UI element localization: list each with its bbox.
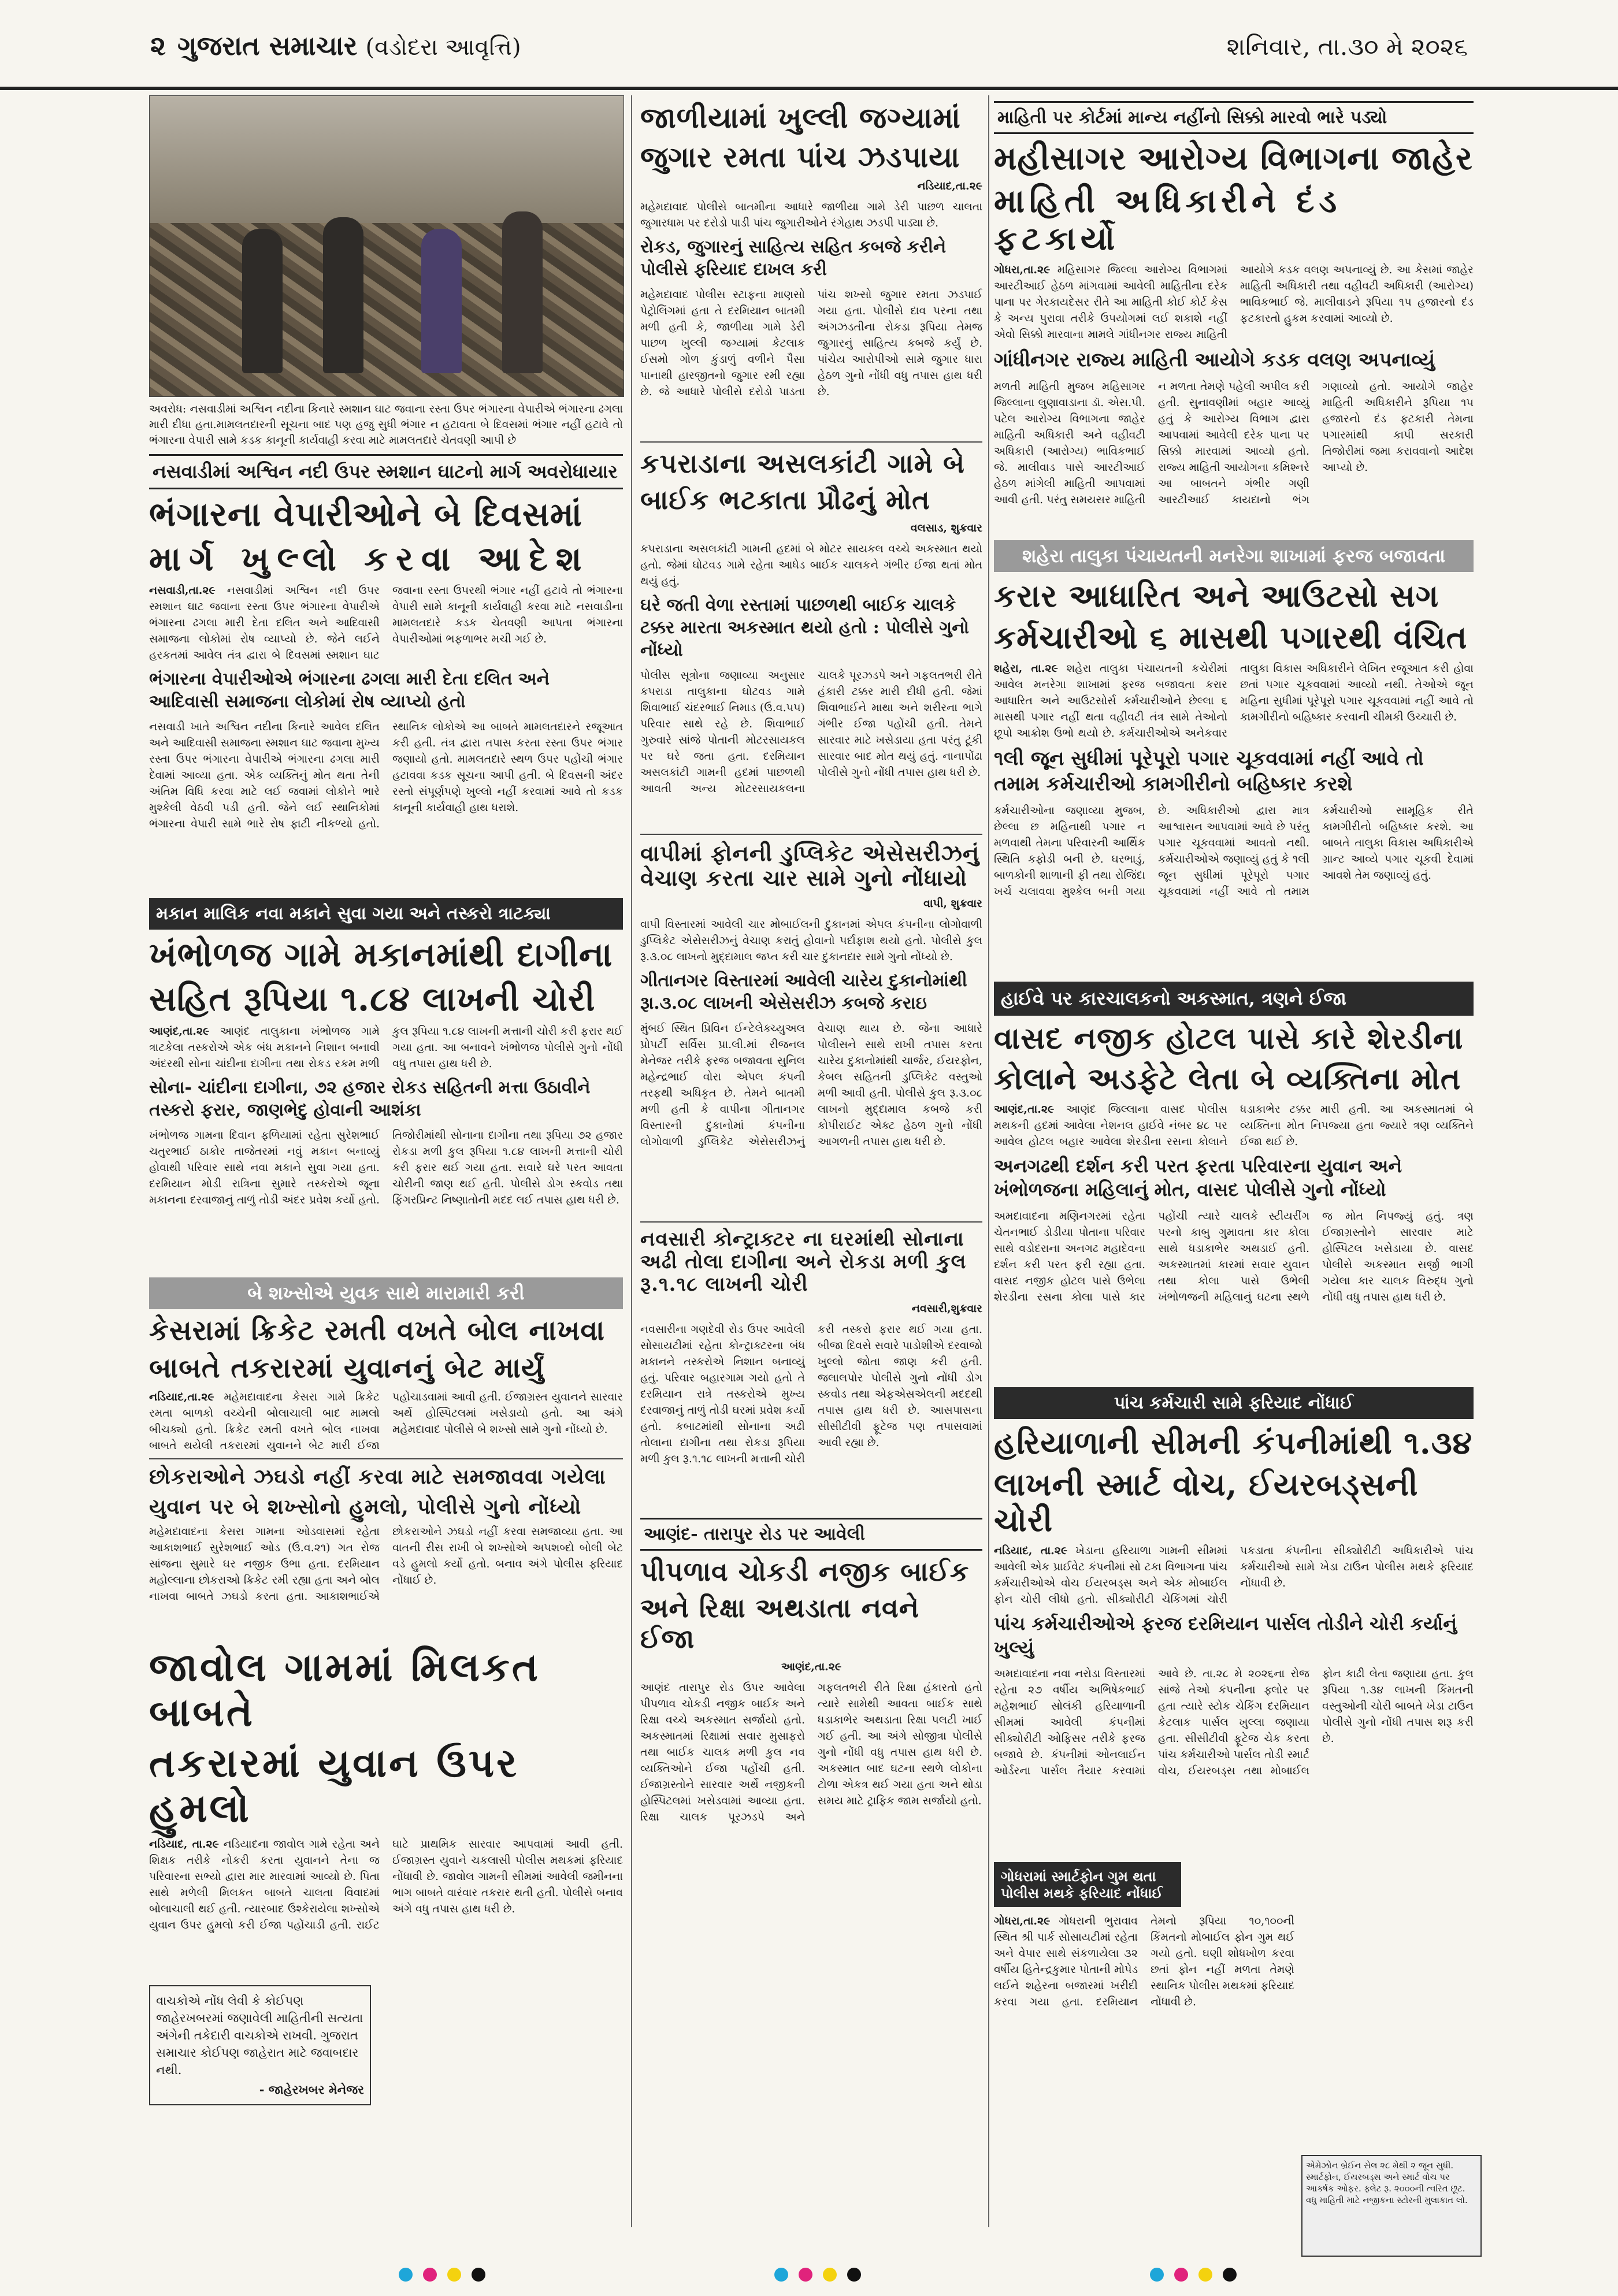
dateline: આણંદ,તા.૨૯ — [149, 1024, 210, 1038]
article-lead: મહેમદાવાદ પોલીસે બાતમીના આધારે જાળીયા ગામે ડેરી પાછળ ચાલતા જુગારધામ પર દરોડો પાડી પાંચ જુગારીઓને રંગેહાથ ઝડપી પાડ્યા છે. — [640, 200, 982, 229]
article-headline: કર્મચારીઓ ૬ માસથી પગારથી વંચિત — [994, 619, 1468, 656]
dateline: નસવાડી,તા.૨૯ — [149, 584, 216, 597]
article-body — [994, 1101, 1474, 1150]
dateline: ગોધરા,તા.૨૯ — [994, 1915, 1051, 1928]
article-text: નસવાડીમાં અશ્વિન નદી ઉપર સ્મશાન ઘાટ જવાના રસ્તા ઉપર ભંગારના વેપારીએ ભંગારના ઢગલા મારી દેતા દલિત અને આદિવાસી સમાજના લોકોમાં રોષ વ્યાપ્યો છે. જેને લઈને હરકતમાં આવેલ તંત્ર દ્વારા બે દિવસમાં સ્મશાન ઘાટ જવાના રસ્તા ઉપરથી ભંગાર નહીં હટાવે તો ભંગારના વેપારી સામે કાનૂની કાર્યવાહી કરવા માટે નસવાડીના મામલતદારે કડક ચેતવણી આપતા ભંગારના વેપારીઓમાં ભફળાભર મચી ગઈ છે. — [149, 584, 623, 662]
color-dot-yellow — [823, 2268, 837, 2282]
column-rule — [988, 95, 989, 2227]
article-subhead: સોના- ચાંદીના દાગીના, ૭૨ હજાર રોકડ સહિતની મત્તા ઉઠાવીને તસ્કરો ફરાર, જાણભેદુ હોવાની આશંકા — [149, 1077, 591, 1120]
news-photo-scrap-pile — [149, 95, 624, 397]
person-figure — [242, 229, 283, 373]
article-body: મુંબઈ સ્થિત પ્રિવિન ઈન્ટેલેક્ચ્યુઅલ પ્રોપર્ટી સર્વિસ પ્રા.લી.માં રીજનલ મેનેજર તરીકે ફરજ બજાવતા સુનિલ મહેન્દ્રભાઈ વોરા એપલ કંપની તરફથી અધિકૃત છે. તેમને બાતમી મળી હતી કે વાપીના ગીતાનગર વિસ્તારની દુકાનોમાં કંપનીના લોગોવાળી ડુપ્લિકેટ એસેસરીઝનું વેચાણ થાય છે. જેના આધારે પોલીસને સાથે રાખી તપાસ કરતા ચારેય દુકાનોમાંથી ચાર્જર, ઈયરફોન, કેબલ સહિતની ડુપ્લિકેટ વસ્તુઓ મળી આવી હતી. પોલીસે કુલ રૂ.૩.૦૮ લાખનો મુદ્દામાલ કબજે કરી કોપીરાઈટ એક્ટ હેઠળ ગુનો નોંધી આગળની તપાસ હાથ ધરી છે. — [640, 1022, 982, 1149]
article-body: મહેમદાવાદ પોલીસ સ્ટાફના માણસો પેટ્રોલિંગમાં હતા તે દરમિયાન બાતમી મળી હતી કે, જાળીયા ગામે ડેરી પાછળ ખુલ્લી જગ્યામાં કેટલાક ઈસમો ગોળ કુંડાળું વળીને પૈસા પાનાથી હારજીતનો જુગાર રમી રહ્યા છે. જે આધારે પોલીસે દરોડો પાડતા પાંચ શખ્સો જુગાર રમતા ઝડપાઈ ગયા હતા. પોલીસે દાવ પરના તથા અંગઝડતીના રોકડા રૂપિયા તેમજ જુગારનું સાહિત્ય કબજે કર્યું છે. પાંચેય આરોપીઓ સામે જુગાર ધારા હેઠળ ગુનો નોંધી વધુ તપાસ હાથ ધરી છે. — [640, 288, 982, 398]
notice-text: વાચકોએ નોંધ લેવી કે કોઈપણ જાહેરખબરમાં જણાવેલી માહિતીની સત્યતા અંગેની તકેદારી વાચકોએ રાખવી. ગુજરાત સમાચાર કોઈપણ જાહેરાત માટે જવાબદાર નથી. — [156, 1993, 363, 2077]
disclaimer-notice — [149, 1985, 371, 2105]
article-headline: અને રિક્ષા અથડાતા નવને ઈજા — [640, 1592, 919, 1655]
masthead — [0, 0, 1618, 90]
article-body: પોલીસ સૂત્રોના જણાવ્યા અનુસાર કપરાડા તાલુકાના ઘોટવડ ગામે શિવાભાઈ ચંદરભાઈ નિમાડ (ઉ.વ.૫૫) પરિવાર સાથે રહે છે. શિવાભાઈ ગુરુવારે સાંજે પોતાની મોટરસાયકલ પર ઘરે જતા હતા. દરમિયાન અસલકાંટી ગામની હદમાં પાછળથી આવતી અન્ય મોટરસાયકલના ચાલકે પૂરઝડપે અને ગફલતભરી રીતે હંકારી ટક્કર મારી દીધી હતી. જેમાં શિવાભાઈને માથા અને શરીરના ભાગે ગંભીર ઈજા પહોંચી હતી. તેમને સારવાર માટે ખસેડાયા હતા પરંતુ ટૂંકી સારવાર બાદ મોત થયું હતું. નાનાપોંઢા પોલીસે ગુનો નોંધી તપાસ હાથ ધરી છે. — [640, 668, 982, 795]
article-subhead: ગીતાનગર વિસ્તારમાં આવેલી ચારેય દુકાનોમાંથી રૂા.૩.૦૮ લાખની એસેસરીઝ કબજે કરાઇ — [640, 971, 967, 1014]
article-lead: કપરાડાના અસલકાંટી ગામની હદમાં બે મોટર સાયકલ વચ્ચે અકસ્માત થયો હતો. જેમાં ઘોટવડ ગામે રહેતા આધેડ બાઈક ચાલકને ગંભીર ઈજા થતાં મોત થયું હતું. — [640, 542, 982, 588]
article-text: ખેડાના હરિયાળા ગામની સીમમાં આવેલી એક પ્રાઈવેટ કંપનીમાં સો ટકા વિભાગના પાંચ કર્મચારીઓએ વોચ ઈયરબડ્સ અને એક મોબાઈલ ફોન ચોરી લીધો હતો. સીક્યોરીટી ચેકિંગમાં ચોરી પકડાતા કંપનીના સીક્યોરીટી અધિકારીએ પાંચ કર્મચારીઓ સામે ખેડા ટાઉન પોલીસ મથકે ફરિયાદ નોંધાવી છે. — [994, 1544, 1474, 1606]
article-body: અમદાવાદના મણિનગરમાં રહેતા ચેતનભાઈ ડોડીયા પોતાના પરિવાર સાથે વડોદરાના અનગઢ મહાદેવના દર્શન કરી પરત ફરી રહ્યા હતા. વાસદ નજીક હોટલ પાસે ઉભેલા શેરડીના રસના કોલા પાસે કાર પહોંચી ત્યારે ચાલકે સ્ટીયરીંગ પરનો કાબુ ગુમાવતા કાર કોલા સાથે ધડાકાભેર અથડાઈ હતી. અકસ્માતમાં કારમાં સવાર યુવાન તથા કોલા પાસે ઉભેલી ખંભોળજની મહિલાનું ઘટના સ્થળે જ મોત નિપજ્યું હતું. ત્રણ ઈજાગ્રસ્તોને સારવાર માટે હોસ્પિટલ ખસેડાયા છે. વાસદ પોલીસે અકસ્માત સર્જી ભાગી ગયેલા કાર ચાલક વિરુદ્ધ ગુનો નોંધી વધુ તપાસ હાથ ધરી છે. — [994, 1209, 1474, 1303]
color-dot-magenta — [423, 2268, 437, 2282]
article-text: નડિયાદના જાવોલ ગામે રહેતા અને શિક્ષક તરીકે નોકરી કરતા યુવાનને તેના જ પરિવારના સભ્યો દ્વારા માર મારવામાં આવ્યો છે. પિતા સાથે મળેલી મિલકત બાબતે ચાલતા વિવાદમાં બોલાચાલી થઈ હતી. ત્યારબાદ ઉશ્કેરાયેલા શખ્સોએ યુવાન ઉપર હુમલો કરી ઈજા પહોંચાડી હતી. રાઈટ ઘાટે પ્રાથમિક સારવાર આપવામાં આવી હતી. ઈજાગ્રસ્ત યુવાને ચકલાસી પોલીસ મથકમાં ફરિયાદ નોંધાવી છે. જાવોલ ગામની સીમમાં આવેલી જમીનના ભાગ બાબતે વારંવાર તકરાર થતી હતી. પોલીસે બનાવ અંગે વધુ તપાસ હાથ ધરી છે. — [149, 1837, 623, 1931]
article-body — [994, 1543, 1474, 1607]
article-headline: યુવાન પર બે શખ્સોનો હુમલો, પોલીસે ગુનો નોંધ્યો — [149, 1494, 582, 1519]
article-body: નસવાડી ખાતે અશ્વિન નદીના કિનારે આવેલ દલિત અને આદિવાસી સમાજના સ્મશાન ઘાટ જવાના મુખ્ય રસ્તા ઉપર ભંગારના વેપારીએ ભંગારના ઢગલા મારી દેવામાં આવ્યા હતા. એક વ્યક્તિનું મોત થતા તેની અંતિમ વિધિ કરવા માટે લઈ જવામાં લોકોને ભારે મુશ્કેલી વેઠવી પડી હતી. જેને લઈ સ્થાનિકોમાં ભંગારના વેપારી સામે ભારે રોષ ફાટી નીકળ્યો હતો. સ્થાનિક લોકોએ આ બાબતે મામલતદારને રજૂઆત કરી હતી. તંત્ર દ્વારા તપાસ કરતા રસ્તા ઉપર ભંગાર જણાયો હતો. મામલતદારે સ્થળ ઉપર પહોંચી ભંગાર હટાવવા કડક સૂચના આપી હતી. બે દિવસની અંદર રસ્તો સંપૂર્ણપણે ખુલ્લો નહીં કરવામાં આવે તો કડક કાનૂની કાર્યવાહી હાથ ધરાશે. — [149, 720, 623, 831]
dateline: વાપી, શુક્રવાર — [923, 897, 982, 911]
article-headline: જાવોલ ગામમાં મિલકત બાબતે — [149, 1644, 541, 1736]
article-body: મહેમદાવાદના કેસરા ગામના ઓડવાસમાં રહેતા આકાશભાઈ સુરેશભાઈ ઓડ (ઉ.વ.૨૧) ગત રોજ સાંજના સુમારે ઘર નજીક ઉભા હતા. દરમિયાન મહોલ્લાના છોકરાઓ ક્રિકેટ રમી રહ્યા હતા અને બોલ નાખવા બાબતે ઝઘડો કરતા હતા. આકાશભાઈએ છોકરાઓને ઝઘડો નહીં કરવા સમજાવ્યા હતા. આ વાતની રીસ રાખી બે શખ્સોએ અપશબ્દો બોલી બેટ વડે હુમલો કર્યો હતો. બનાવ અંગે પોલીસ ફરિયાદ નોંધાઈ છે. — [149, 1525, 623, 1603]
article-kicker: ગોધરામાં સ્માર્ટફોન ગુમ થતા પોલીસ મથકે ફરિયાદ નોંધાઈ — [994, 1862, 1181, 1907]
column-middle — [640, 95, 982, 2268]
scrap-heap — [150, 223, 624, 396]
dateline: આણંદ,તા.૨૯ — [781, 1660, 842, 1674]
color-dot-black — [1223, 2268, 1237, 2282]
color-dot-yellow — [447, 2268, 461, 2282]
registration-marks — [1150, 2268, 1237, 2282]
person-figure — [421, 229, 462, 373]
article-body: અમદાવાદના નવા નરોડા વિસ્તારમાં રહેતા ૨૭ વર્ષીય અભિષેકભાઈ મહેશભાઈ સોલંકી હરિયાળાની સીમમાં આવેલી કંપનીમાં સીક્યોરીટી ઓફિસર તરીકે ફરજ બજાવે છે. કંપનીમાં ઓનલાઈન ઓર્ડરના પાર્સલ તૈયાર કરવામાં આવે છે. તા.૨૮ મે ૨૦૨૬ના રોજ સાંજે તેઓ કંપનીના ફ્લોર પર હતા ત્યારે સ્ટોક ચેકિંગ દરમિયાન કેટલાક પાર્સલ ખુલ્લા જણાયા હતા. સીસીટીવી ફૂટેજ ચેક કરતા પાંચ કર્મચારીઓ પાર્સલ તોડી સ્માર્ટ વોચ, ઈયરબડ્સ તથા મોબાઈલ ફોન કાઢી લેતા જણાયા હતા. કુલ રૂપિયા ૧.૩૪ લાખની કિંમતની વસ્તુઓની ચોરી બાબતે ખેડા ટાઉન પોલીસે ગુનો નોંધી તપાસ શરૂ કરી છે. — [994, 1667, 1474, 1778]
article-headline: વાપીમાં ફોનની ડુપ્લિકેટ એસેસરીઝનું વેચાણ કરતા ચાર સામે ગુનો નોંધાયો — [640, 839, 980, 891]
dateline: નડિયાદ, તા.૨૯ — [149, 1837, 219, 1851]
edition: (વડોદરા આવૃત્તિ) — [365, 34, 521, 61]
article-subhead: ભંગારના વેપારીઓએ ભંગારના ઢગલા મારી દેતા દલિત અને આદિવાસી સમાજના લોકોમાં રોષ વ્યાપ્યો હતો — [149, 669, 550, 712]
advertisement-box: એમેઝોન બ્રેઈન સેલ ૨૮ મેથી ૨ જૂન સુધી. સ્માર્ટફોન, ઈયરબડ્સ અને સ્માર્ટ વોચ પર આકર્ષક ઓફર. ફ્લેટ રૂ. ૨૦૦૦ની ત્વરિત છૂટ. વધુ માહિતી માટે નજીકના સ્ટોરની મુલાકાત લો. — [1301, 2155, 1482, 2257]
article-headline: પીપળાવ ચોકડી નજીક બાઈક — [640, 1556, 970, 1588]
article-body: કર્મચારીઓના જણાવ્યા મુજબ, છેલ્લા છ મહિનાથી પગાર ન મળવાથી તેમના પરિવારની આર્થિક સ્થિતિ કફોડી બની છે. ઘરભાડું, બાળકોની શાળાની ફી તથા રોજિંદા ખર્ચ ચલાવવા મુશ્કેલ બની ગયા છે. અધિકારીઓ દ્વારા માત્ર આશ્વાસન આપવામાં આવે છે પરંતુ પગાર ચૂકવવામાં આવતો નથી. કર્મચારીઓએ જણાવ્યું હતું કે ૧લી જૂન સુધીમાં પૂરેપૂરો પગાર ચૂકવવામાં નહીં આવે તો તમામ કર્મચારીઓ સામૂહિક રીતે કામગીરીનો બહિષ્કાર કરશે. આ બાબતે તાલુકા વિકાસ અધિકારીએ ગ્રાન્ટ આવ્યે પગાર ચૂકવી દેવામાં આવશે તેમ જણાવ્યું હતું. — [994, 804, 1474, 898]
article-headline: લાખની સ્માર્ટ વોચ, ઈયરબડ્સની ચોરી — [994, 1465, 1419, 1539]
article-text: આણંદ તાલુકાના ખંભોળજ ગામે ત્રાટકેલા તસ્કરોએ એક બંધ મકાનને નિશાન બનાવી અંદરથી સોના ચાંદીના દાગીના તથા રોકડ રકમ મળી કુલ રૂપિયા ૧.૮૪ લાખની મત્તાની ચોરી કરી ફરાર થઈ ગયા હતા. આ બનાવને ખંભોળજ પોલીસે ગુનો નોંધી વધુ તપાસ હાથ ધરી છે. — [149, 1024, 623, 1070]
color-dot-cyan — [399, 2268, 413, 2282]
page-number: ૨ — [150, 30, 166, 61]
article-headline: વાસદ નજીક હોટલ પાસે કારે શેરડીના — [994, 1020, 1464, 1056]
article-text: શહેરા તાલુકા પંચાયતની કચેરીમાં આવેલ મનરેગા શાખામાં ફરજ બજાવતા કરાર આધારિત અને આઉટસોર્સ કર્મચારીઓને છેલ્લા ૬ માસથી પગાર નહીં થતા વહીવટી તંત્ર સામે તેઓનો છૂપો આક્રોશ ઉભો થયો છે. કર્મચારીઓએ અનેકવાર તાલુકા વિકાસ અધિકારીને લેખિત રજૂઆત કરી હોવા છતાં પગાર ચૂકવવામાં આવ્યો નથી. તેઓએ જૂન મહિના સુધીમાં પૂરેપૂરો પગાર ચૂકવવામાં નહીં આવે તો કામગીરીનો બહિષ્કાર કરવાની ચીમકી ઉચ્ચારી છે. — [994, 662, 1474, 740]
article-subhead: ઘરે જતી વેળા રસ્તામાં પાછળથી બાઈક ચાલકે ટક્કર મારતા અકસ્માત થયો હતો : પોલીસે ગુનો નોંધ્યો — [640, 595, 970, 660]
person-figure — [502, 211, 543, 373]
color-dot-cyan — [1150, 2268, 1164, 2282]
article-text: ગોધરાની ભુરાવાવ સ્થિત શ્રી પાર્ક સોસાયટીમાં રહેતા અને વેપાર સાથે સંકળાયેલા ૩૨ વર્ષીય હિતેન્દ્રકુમાર પોતાની મોપેડ લઈને શહેરના બજારમાં ખરીદી કરવા ગયા હતા. દરમિયાન તેમનો રૂપિયા ૧૦,૧૦૦ની કિંમતનો મોબાઈલ ફોન ગુમ થઈ ગયો હતો. ઘણી શોધખોળ કરવા છતાં ફોન નહીં મળતા તેમણે સ્થાનિક પોલીસ મથકમાં ફરિયાદ નોંધાવી છે. — [994, 1915, 1294, 2009]
divider — [640, 1221, 982, 1223]
color-dot-magenta — [1174, 2268, 1188, 2282]
article-headline: ખંભોળજ ગામે મકાનમાંથી દાગીના — [149, 935, 613, 975]
article-body — [149, 1389, 623, 1454]
article-headline: માહિતી અધિકારીને દંડ ફટકાર્યો — [994, 182, 1342, 258]
article-kicker: શહેરા તાલુકા પંચાયતની મનરેગા શાખામાં ફરજ બજાવતા — [994, 540, 1474, 572]
article-lead: વાપી વિસ્તારમાં આવેલી ચાર મોબાઈલની દુકાનમાં એપલ કંપનીના લોગોવાળી ડુપ્લિકેટ એસેસરીઝનું વેચાણ કરાતું હોવાનો પર્દાફાશ થયો હતો. પોલીસે કુલ રૂ.૩.૦૮ લાખનો મુદ્દામાલ જપ્ત કરી ચાર દુકાનદાર સામે ગુનો નોંધ્યો છે. — [640, 918, 982, 964]
dateline: નવસારી,શુક્રવાર — [911, 1302, 982, 1316]
article-subhead: ૧લી જૂન સુધીમાં પૂરેપૂરો પગાર ચૂકવવામાં નહીં આવે તો તમામ કર્મચારીઓ કામગીરીનો બહિષ્કાર કરશે — [994, 746, 1424, 796]
article-headline: કેસરામાં ક્રિકેટ રમતી વખતે બોલ નાખવા — [149, 1314, 606, 1347]
divider — [640, 441, 982, 443]
article-headline: તકરારમાં યુવાન ઉપર હુમલો — [149, 1740, 519, 1832]
article-body: નવસારીના ગણદેવી રોડ ઉપર આવેલી સોસાયટીમાં રહેતા કોન્ટ્રાક્ટરના બંધ મકાનને તસ્કરોએ નિશાન બનાવ્યું હતું. પરિવાર બહારગામ ગયો હતો તે દરમિયાન રાત્રે તસ્કરોએ મુખ્ય દરવાજાનું તાળું તોડી ઘરમાં પ્રવેશ કર્યો હતો. કબાટમાંથી સોનાના અઢી તોલાના દાગીના તથા રોકડા રૂપિયા મળી કુલ રૂ.૧.૧૮ લાખની મત્તાની ચોરી કરી તસ્કરો ફરાર થઈ ગયા હતા. બીજા દિવસે સવારે પાડોશીએ દરવાજો ખુલ્લો જોતા જાણ કરી હતી. જલાલપોર પોલીસે ગુનો નોંધી ડોગ સ્કવોડ તથા એફએસએલની મદદથી તપાસ હાથ ધરી છે. આસપાસના સીસીટીવી ફૂટેજ પણ તપાસવામાં આવી રહ્યા છે. — [640, 1323, 982, 1466]
article-headline: મહીસાગર આરોગ્ય વિભાગના જાહેર — [994, 139, 1474, 177]
divider — [640, 834, 982, 835]
article-headline: બાબતે તકરારમાં યુવાનનું બેટ માર્યું — [149, 1351, 545, 1384]
article-kicker: બે શખ્સોએ યુવક સાથે મારામારી કરી — [149, 1277, 623, 1309]
article-headline: કપરાડાના અસલકાંટી ગામે બે — [640, 448, 965, 479]
color-dot-black — [847, 2268, 861, 2282]
article-subhead: રોકડ, જુગારનું સાહિત્ય સહિત કબજે કરીને પોલીસે ફરિયાદ દાખલ કરી — [640, 237, 947, 280]
masthead-left — [150, 30, 521, 62]
notice-signature: - જાહેરખબર મેનેજર — [259, 2082, 364, 2097]
paper-name: ગુજરાત સમાચાર — [177, 30, 358, 61]
article-subhead: અનગઢથી દર્શન કરી પરત ફરતા પરિવારના યુવાન અને ખંભોળજના મહિલાનું મોત, વાસદ પોલીસે ગુનો નોંધ્યો — [994, 1154, 1402, 1201]
article-headline: કોલાને અડફેટે લેતા બે વ્યક્તિના મોત — [994, 1061, 1461, 1097]
photo-caption: અવરોધ: નસવાડીમાં અશ્વિન નદીના કિનારે સ્મશાન ઘાટ જવાના રસ્તા ઉપર ભંગારના વેપારીએ ભંગારના ઢગલા મારી દીધા હતા.મામલતદારની સૂચના બાદ પણ હજુ સુધી ભંગાર ન હટાવતા બે દિવસમાં ભંગાર નહીં હટાવે તો ભંગારના વેપારી સામે કડક કાનૂની કાર્યવાહી કરવા માટે મામલતદારે ચેતવણી આપી છે — [149, 403, 623, 447]
dateline: શહેરા, તા.૨૯ — [994, 662, 1058, 675]
issue-date: શનિવાર, તા.૩૦ મે ૨૦૨૬ — [1226, 32, 1468, 61]
person-figure — [323, 217, 363, 373]
article-text: મહેમદાવાદના કેસરા ગામે ક્રિકેટ રમતા બાળકો વચ્ચેની બોલાચાલી બાદ મામલો બીચક્યો હતો. ક્રિકેટ રમતી વખતે બોલ નાખવા બાબતે થયેલી તકરારમાં યુવાનને બેટ મારી ઈજા પહોંચાડવામાં આવી હતી. ઈજાગ્રસ્ત યુવાનને સારવાર અર્થે હોસ્પિટલમાં ખસેડાયો હતો. આ અંગે મહેમદાવાદ પોલીસે બે શખ્સો સામે ગુનો નોંધ્યો છે. — [149, 1391, 623, 1452]
column-left — [149, 95, 623, 2268]
article-headline: કરાર આધારિત અને આઉટસો સગ — [994, 577, 1439, 615]
article-subhead: ગાંધીનગર રાજ્ય માહિતી આયોગે કડક વલણ અપનાવ્યું — [994, 348, 1435, 372]
article-body — [149, 1836, 623, 1981]
article-body — [994, 660, 1474, 741]
registration-marks — [774, 2268, 861, 2282]
article-body: આણંદ તારાપુર રોડ ઉપર આવેલા પીપળાવ ચોકડી નજીક બાઈક અને રિક્ષા વચ્ચે અકસ્માત સર્જાયો હતો. અકસ્માતમાં રિક્ષામાં સવાર મુસાફરો તથા બાઈક ચાલક મળી કુલ નવ વ્યક્તિઓને ઈજા પહોંચી હતી. ઈજાગ્રસ્તોને સારવાર અર્થે નજીકની હોસ્પિટલમાં ખસેડવામાં આવ્યા હતા. રિક્ષા ચાલક પૂરઝડપે અને ગફલતભરી રીતે રિક્ષા હંકારતો હતો ત્યારે સામેથી આવતા બાઈક સાથે ધડાકાભેર અથડાતા રિક્ષા પલટી ખાઈ ગઈ હતી. આ અંગે સોજીત્રા પોલીસે ગુનો નોંધી વધુ તપાસ હાથ ધરી છે. અકસ્માત બાદ ઘટના સ્થળે લોકોના ટોળા એકત્ર થઈ ગયા હતા અને થોડા સમય માટે ટ્રાફિક જામ સર્જાયો હતો. — [640, 1681, 982, 1824]
article-body — [149, 1023, 623, 1072]
article-headline: હરિયાળાની સીમની કંપનીમાંથી ૧.૩૪ — [994, 1424, 1473, 1461]
dateline: નડિયાદ, તા.૨૯ — [994, 1544, 1068, 1557]
article-headline: જાળીયામાં ખુલ્લી જગ્યામાં — [640, 101, 961, 135]
article-headline: ભંગારના વેપારીઓને બે દિવસમાં — [149, 495, 582, 534]
article-text: મહિસાગર જિલ્લા આરોગ્ય વિભાગમાં આરટીઆઈ હેઠળ માંગવામાં આવેલી માહિતીના દરેક પાના પર ગેરકાયદેસર રીતે આ માહિતી કોઈ કોર્ટ કેસ કે અન્ય પુરાવા તરીકે ઉપયોગમાં લઈ શકાશે નહીં એવો સિક્કો મારવાના મામલે ગાંધીનગર રાજ્ય માહિતી આયોગે કડક વલણ અપનાવ્યું છે. આ કેસમાં જાહેર માહિતી અધિકારી તથા વહીવટી અધિકારી (આરોગ્ય) ભાવિકભાઈ જે. માલીવાડને રૂપિયા ૧૫ હજારનો દંડ ફટકારતો હુકમ કરવામાં આવ્યો છે. — [994, 263, 1474, 341]
color-dot-magenta — [799, 2268, 812, 2282]
article-headline: જુગાર રમતા પાંચ ઝડપાયા — [640, 139, 960, 174]
article-kicker: માહિતી પર કોર્ટમાં માન્ય નહીંનો સિક્કો મારવો ભારે પડ્યો — [994, 101, 1474, 134]
dateline: નડિયાદ,તા.૨૯ — [917, 180, 982, 192]
registration-marks — [399, 2268, 485, 2282]
dateline: ગોધરા,તા.૨૯ — [994, 263, 1051, 277]
article-body — [994, 262, 1474, 343]
article-headline: સહિત રૂપિયા ૧.૮૪ લાખની ચોરી — [149, 979, 596, 1019]
article-headline: નવસારી કોન્ટ્રાક્ટર ના ઘરમાંથી સોનાના અઢી તોલા દાગીના અને રોકડા મળી કુલ રૂ.૧.૧૮ લાખની ચોરી — [640, 1228, 967, 1296]
article-subhead: પાંચ કર્મચારીઓએ ફરજ દરમિયાન પાર્સલ તોડીને ચોરી કર્યાનું ખુલ્યું — [994, 1612, 1457, 1659]
divider — [149, 1458, 623, 1459]
dateline: આણંદ,તા.૨૯ — [994, 1102, 1055, 1116]
dateline: નડિયાદ,તા.૨૯ — [149, 1391, 214, 1404]
article-body: ખંભોળજ ગામના દિવાન ફળિયામાં રહેતા સુરેશભાઈ ચતુરભાઈ ઠાકોર તાજેતરમાં નવું મકાન બનાવ્યું હોવાથી પરિવાર સાથે નવા મકાને સુવા ગયા હતા. દરમિયાન મોડી રાત્રિના સુમારે તસ્કરોએ જૂના મકાનના દરવાજાનું તાળું તોડી અંદર પ્રવેશ કર્યો હતો. તિજોરીમાંથી સોનાના દાગીના તથા રૂપિયા ૭૨ હજાર રોકડા મળી કુલ રૂપિયા ૧.૮૪ લાખની મત્તાની ચોરી કરી ફરાર થઈ ગયા હતા. સવારે ઘરે પરત આવતા ચોરીની જાણ થઈ હતી. પોલીસે ડોગ સ્કવોડ તથા ફિંગરપ્રિન્ટ નિષ્ણાતોની મદદ લઈ તપાસ હાથ ધરી છે. — [149, 1128, 623, 1206]
article-headline: છોકરાઓને ઝઘડો નહીં કરવા માટે સમજાવવા ગયેલા — [149, 1465, 606, 1489]
article-headline: માર્ગ ખુલ્લો કરવા આદેશ — [149, 538, 590, 578]
article-kicker: પાંચ કર્મચારી સામે ફરિયાદ નોંધાઈ — [994, 1387, 1474, 1419]
color-dot-cyan — [774, 2268, 788, 2282]
color-dot-yellow — [1198, 2268, 1212, 2282]
article-body: મળતી માહિતી મુજબ મહિસાગર જિલ્લાના લુણાવાડાના ડૉ. એસ.પી. પટેલ આરોગ્ય વિભાગના જાહેર માહિતી અધિકારી અને વહીવટી અધિકારી (આરોગ્ય) ભાવિકભાઈ જે. માલીવાડ પાસે આરટીઆઈ હેઠળ માંગેલી માહિતી આપવામાં આવી હતી. પરંતુ સમયસર માહિતી ન મળતા તેમણે પહેલી અપીલ કરી હતી. સુનાવણીમાં બહાર આવ્યું હતું કે આરોગ્ય વિભાગ દ્વારા આપવામાં આવેલી દરેક પાના પર સિક્કો મારવામાં આવ્યો હતો. રાજ્ય માહિતી આયોગના કમિશ્નરે આ બાબતને ગંભીર ગણી આરટીઆઈ કાયદાનો ભંગ ગણાવ્યો હતો. આયોગે જાહેર માહિતી અધિકારીને રૂપિયા ૧૫ હજારનો દંડ ફટકારી તેમના પગારમાંથી કાપી સરકારી તિજોરીમાં જમા કરાવવાનો આદેશ આપ્યો છે. — [994, 380, 1474, 507]
article-kicker: મકાન માલિક નવા મકાને સુવા ગયા અને તસ્કરો ત્રાટક્યા — [149, 898, 623, 930]
dateline: વલસાડ, શુક્રવાર — [910, 521, 982, 534]
article-kicker: આણંદ- તારાપુર રોડ પર આવેલી — [640, 1518, 982, 1551]
article-kicker: હાઈવે પર કારચાલકનો અકસ્માત, ત્રણને ઈજા — [994, 982, 1474, 1016]
article-body — [149, 582, 623, 663]
column-rule — [631, 95, 632, 2227]
article-body — [994, 1913, 1294, 2046]
article-text: આણંદ જિલ્લાના વાસદ પોલીસ મથકની હદમાં આવેલા નેશનલ હાઈવે નંબર ૪૮ પર આવેલ હોટલ બહાર આવેલા શેરડીના રસના કોલાને ધડાકાભેર ટક્કર મારી હતી. આ અકસ્માતમાં બે વ્યક્તિના મોત નિપજ્યા હતા જ્યારે ત્રણ વ્યક્તિને ઈજા થઈ છે. — [994, 1102, 1474, 1148]
article-kicker: નસવાડીમાં અશ્વિન નદી ઉપર સ્મશાન ઘાટનો માર્ગ અવરોધાયાર — [149, 454, 623, 489]
color-dot-black — [472, 2268, 485, 2282]
article-headline: બાઈક ભટકાતા પ્રૌઢનું મોત — [640, 484, 930, 515]
column-right — [994, 95, 1474, 2268]
